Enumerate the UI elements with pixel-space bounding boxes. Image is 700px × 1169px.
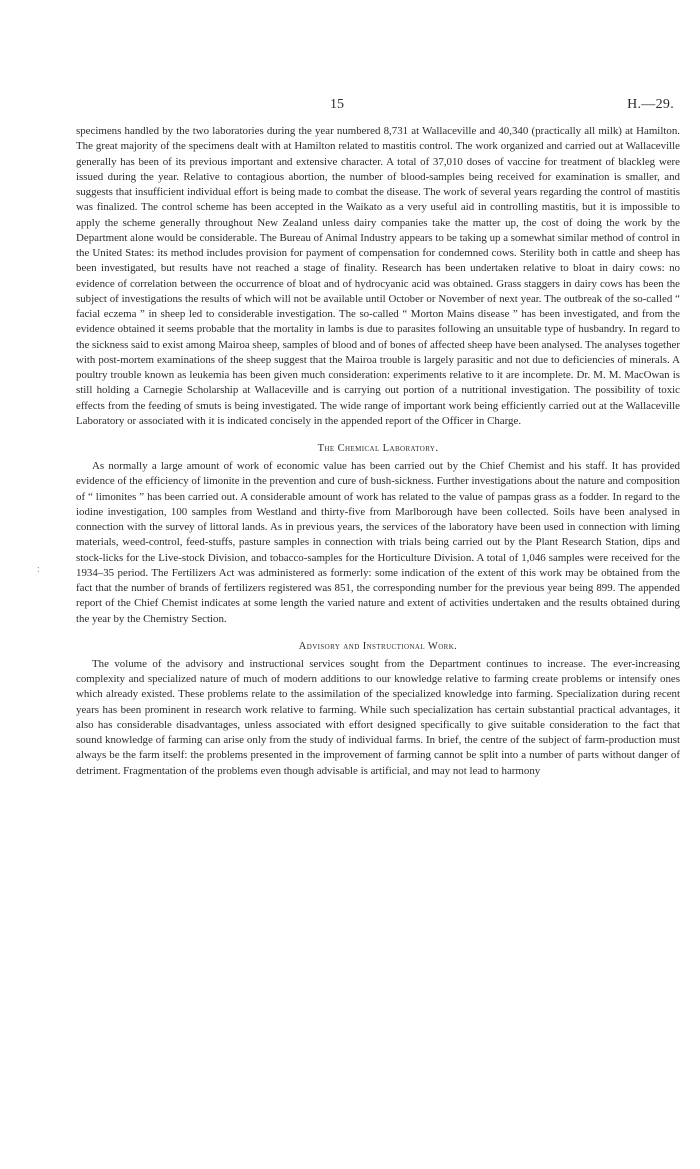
page-body — [76, 124, 680, 779]
paragraph-chemical-laboratory: As normally a large amount of work of economic value has been carried out by the Chief Chemist and his staff. It has provided evidence of the efficiency of limonite in the prevention and cure of bush-sickness. Further investigations about the nature and composition of “ limonites ” has been carried out. A considerable amount of work has related to the value of pampas grass as a fodder. In regard to the iodine investigation, 100 samples from Westland and thirty-five from Marlborough have been collected. Soils have been analysed in connection with the survey of littoral lands. As in previous years, the services of the laboratory have been used in connection with liming materials, weed-control, feed-stuffs, pasture samples in connection with trials being carried out by the Plant Research Station, dips and stock-licks for the Live-stock Division, and tobacco-samples for the Horticulture Division. A total of 1,046 samples were received for the 1934–35 period. The Fertilizers Act was administered as formerly: some indication of the extent of this work may be obtained from the fact that the number of brands of fertilizers registered was 851, the corresponding number for the previous year being 899. The appended report of the Chief Chemist indicates at some length the varied nature and extent of activities undertaken and the results obtained during the year by the Chemistry Section. — [76, 460, 680, 625]
section-heading-chemical-laboratory: The Chemical Laboratory. — [317, 443, 439, 454]
page-number: 15 — [330, 97, 344, 112]
paragraph-advisory-work: The volume of the advisory and instructional services sought from the Department continues to increase. The ever-increasing complexity and specialized nature of much of modern additions to our knowledge relative to farming create problems or intensify ones which already existed. These problems relate to the assimilation of the specialized knowledge into farming. Specialization during recent years has been prominent in research work relative to farming. While such specialization has certain substantial practical advantages, it also has considerable disadvantages, unless associated with effort designed specifically to give suitable consideration to the fact that sound knowledge of farming can arise only from the study of individual farms. In brief, the centre of the subject of farm-production must always be the farm itself: the problems presented in the improvement of farming cannot be split into a number of parts without danger of detriment. Fragmentation of the problems even though advisable is artificial, and may not lead to harmony — [76, 657, 680, 777]
page-header — [0, 97, 700, 113]
paragraph-veterinary-laboratory: specimens handled by the two laboratories during the year numbered 8,731 at Wallaceville and 40,340 (practically all milk) at Hamilton. The great majority of the specimens dealt with at Hamilton related to mastitis control. The work organized and carried out at Wallaceville generally has been of its previous important and extensive character. A total of 37,010 doses of vaccine for treatment of blackleg were issued during the year. Relative to contagious abortion, the number of blood-samples being received for examination is smaller, and suggests that insufficient individual effort is being made to combat the disease. The work of several years regarding the control of mastitis was finalized. The control scheme has been accepted in the Waikato as a very useful aid in controlling mastitis, but it is impossible to apply the scheme generally throughout New Zealand unless dairy companies take the matter up, the cost of doing the work by the Department alone would be considerable. The Bureau of Animal Industry appears to be taking up a somewhat similar method of control in the United States: its method includes provision for payment of compensation for condemned cows. Sterility both in cattle and sheep has been investigated, but results have not reached a stage of finality. Research has been undertaken relative to bloat in dairy cows: no evidence of correlation between the occurrence of bloat and of hydrocyanic acid was obtained. Grass staggers in dairy cows has been the subject of investigations the results of which will not be available until October or November of next year. The outbreak of the so-called “ facial eczema ” in sheep led to considerable investigation. The so-called “ Morton Mains disease ” has been investigated, and from the evidence obtained it seems probable that the mortality in lambs is due to parasites following an unsuitable type of husbandry. In regard to the sickness said to exist among Mairoa sheep, samples of blood and of bones of affected sheep have been analysed. The analyses together with post-mortem examinations of the sheep suggest that the Mairoa trouble is largely parasitic and not due to deficiencies of minerals. A poultry trouble known as leukemia has been given much consideration: experiments relative to it are incomplete. Dr. M. M. MacOwan is still holding a Carnegie Scholarship at Wallaceville and is carrying out portion of a nutritional investigation. The possibility of toxic effects from the feeding of smuts is being investigated. The wide range of important work being efficiently carried out at the Wallaceville Laboratory or associated with it is indicated concisely in the appended report of the Officer in Charge. — [76, 125, 680, 427]
document-reference: H.—29. — [627, 97, 674, 112]
section-heading-advisory-work: Advisory and Instructional Work. — [298, 640, 458, 652]
margin-mark: : — [37, 564, 40, 575]
